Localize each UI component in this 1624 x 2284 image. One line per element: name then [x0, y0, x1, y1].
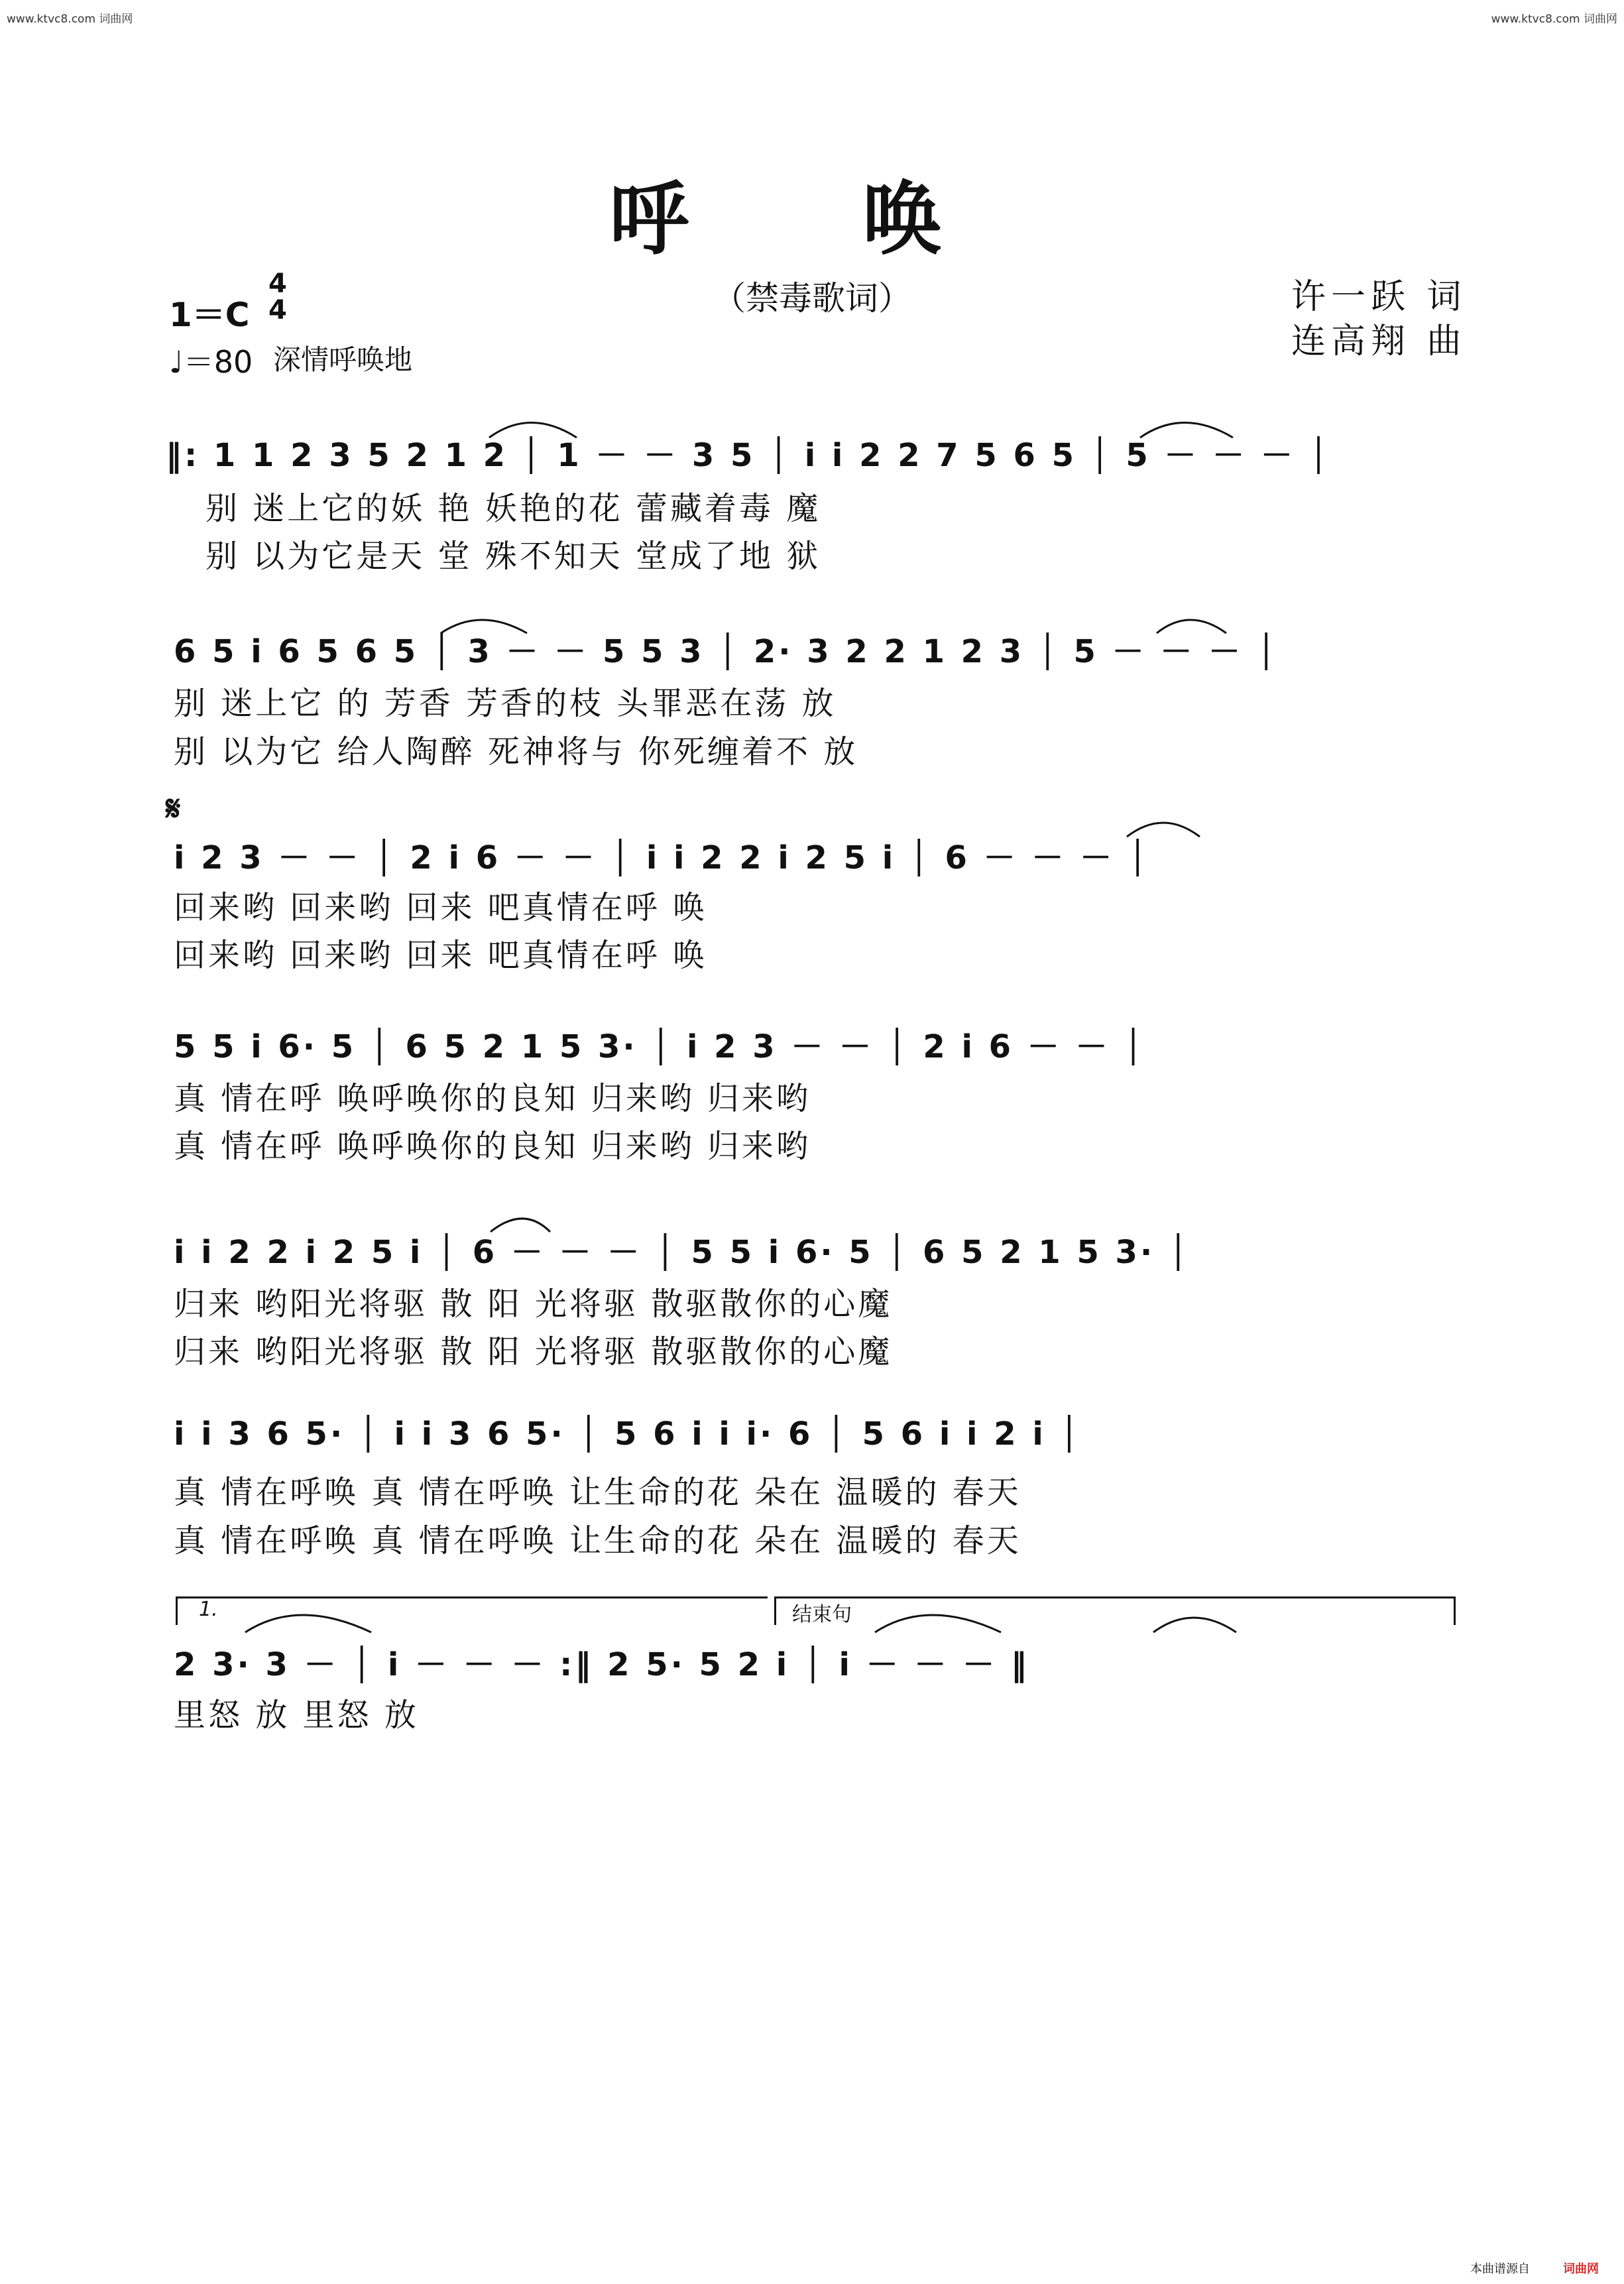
- system-6-notes: i i 3 6 5· │ i i 3 6 5· │ 5 6 i i i· 6 │ 5 6 i i 2 i │: [174, 1415, 1082, 1453]
- header-left-site[interactable]: 词曲网: [99, 13, 133, 26]
- footer-source: 本曲谱源自: [1470, 2262, 1530, 2276]
- time-signature-top: 4: [268, 269, 287, 299]
- segno-sign: 𝄋: [166, 789, 181, 829]
- system-2-lyric-1: 别 迷上它 的 芳香 芳香的枝 头罪恶在荡 放: [174, 685, 837, 722]
- tie-2: [875, 1615, 1001, 1632]
- header-left-url[interactable]: www.ktvc8.com: [7, 13, 95, 26]
- system-1-lyric-1: 别 迷上它的妖 艳 妖艳的花 蕾藏着毒 魔: [205, 490, 821, 527]
- slur-6: [491, 1219, 550, 1232]
- system-6-lyric-1: 真 情在呼唤 真 情在呼唤 让生命的花 朵在 温暖的 春天: [174, 1474, 1021, 1511]
- tempo-marking: ♩＝80: [169, 344, 253, 380]
- system-4-lyric-1: 真 情在呼 唤呼唤你的良知 归来哟 归来哟: [174, 1080, 811, 1117]
- lyricist-credit: 许一跃 词: [1291, 277, 1467, 317]
- key-signature: 1＝C: [169, 296, 250, 334]
- system-3-lyric-2: 回来哟 回来哟 回来 吧真情在呼 唤: [174, 937, 708, 974]
- slur-4: [1157, 620, 1226, 633]
- slur-3: [441, 620, 527, 633]
- system-2-lyric-2: 别 以为它 给人陶醉 死神将与 你死缠着不 放: [174, 733, 858, 770]
- slur-1: [489, 423, 577, 438]
- system-7-lyric-1: 里怒 放 里怒 放: [174, 1697, 419, 1734]
- system-6-lyric-2: 真 情在呼唤 真 情在呼唤 让生命的花 朵在 温暖的 春天: [174, 1522, 1021, 1559]
- system-1-notes: ‖: 1 1 2 3 5 2 1 2 │ 1 － － 3 5 │ i i 2 2 7 5 6 5 │ 5 － － － │: [166, 437, 1331, 474]
- tie-1: [245, 1615, 371, 1632]
- system-4-lyric-2: 真 情在呼 唤呼唤你的良知 归来哟 归来哟: [174, 1128, 811, 1165]
- system-5-notes: i i 2 2 i 2 5 i │ 6 － － － │ 5 5 i 6· 5 │ 6 5 2 1 5 3· │: [174, 1234, 1190, 1271]
- volta-1-label: 1.: [199, 1598, 218, 1621]
- song-subtitle: （禁毒歌词）: [713, 279, 911, 318]
- system-2-notes: 6 5 i 6 5 6 5 │ 3 － － 5 5 3 │ 2· 3 2 2 1 2 3 │ 5 － － － │: [174, 633, 1279, 670]
- system-4-notes: 5 5 i 6· 5 │ 6 5 2 1 5 3· │ i 2 3 － － │ 2 i 6 － － │: [174, 1028, 1146, 1065]
- time-signature-bottom: 4: [268, 295, 287, 326]
- expression-marking: 深情呼唤地: [273, 343, 413, 376]
- header-right-site[interactable]: 词曲网: [1584, 13, 1617, 26]
- song-title: 呼 唤: [609, 172, 1015, 266]
- footer-brand[interactable]: 词曲网: [1563, 2262, 1599, 2276]
- system-3-lyric-1: 回来哟 回来哟 回来 吧真情在呼 唤: [174, 889, 708, 926]
- composer-credit: 连高翔 曲: [1291, 322, 1467, 361]
- system-1-lyric-2: 别 以为它是天 堂 殊不知天 堂成了地 狱: [205, 538, 821, 575]
- slur-5: [1127, 823, 1200, 837]
- coda-label: 结束句: [792, 1603, 852, 1626]
- system-7-notes: 2 3· 3 － │ i － － － :‖ 2 5· 5 2 i │ i － － － ‖: [174, 1646, 1029, 1683]
- slur-2: [1140, 423, 1233, 438]
- system-5-lyric-2: 归来 哟阳光将驱 散 阳 光将驱 散驱散你的心魔: [174, 1333, 893, 1370]
- header-right-url[interactable]: www.ktvc8.com: [1491, 13, 1580, 26]
- slur-7: [1153, 1618, 1236, 1632]
- system-5-lyric-1: 归来 哟阳光将驱 散 阳 光将驱 散驱散你的心魔: [174, 1286, 893, 1323]
- system-3-notes: i 2 3 － － │ 2 i 6 － － │ i i 2 2 i 2 5 i │ 6 － － － │: [174, 839, 1150, 876]
